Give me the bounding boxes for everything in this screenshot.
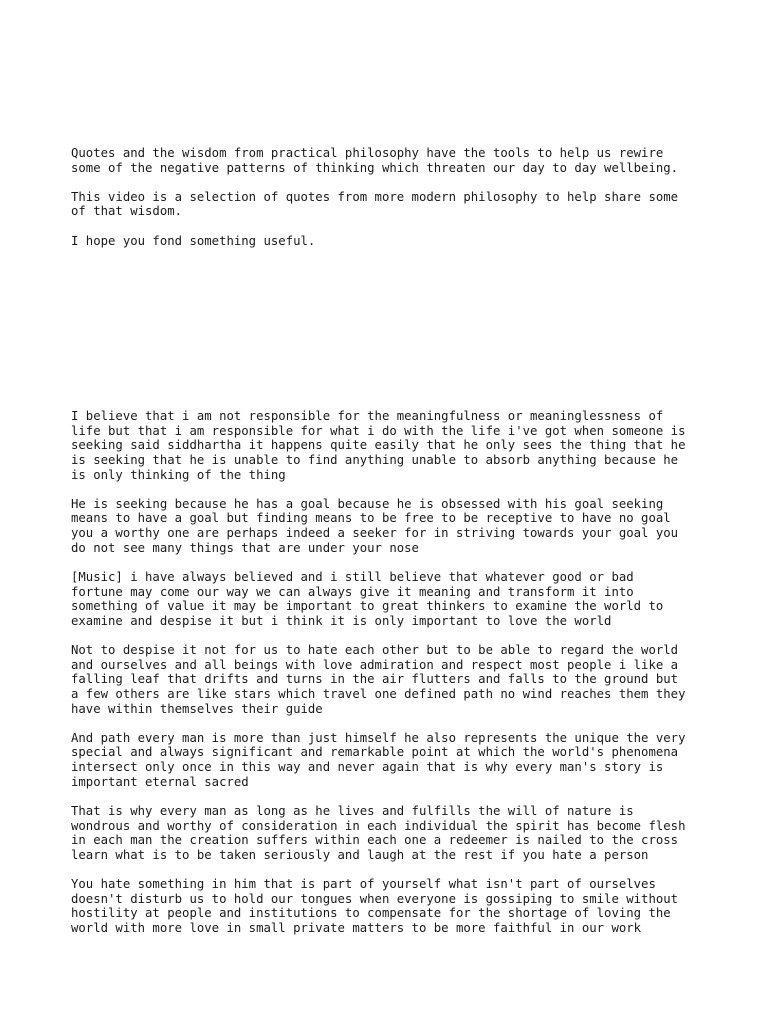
text-line: intersect only once in this way and never again that is why every man's story is [71,760,664,775]
text-line: [Music] i have always believed and i still believe that whatever good or bad [71,569,634,584]
text-line: some of the negative patterns of thinking which threaten our day to day wellbeing. [71,160,679,175]
text-line: special and always significant and remarkable point at which the world's phenomena [71,745,679,760]
text-line: Not to despise it not for us to hate each other but to be able to regard the world [71,643,679,658]
text-line: you a worthy one are perhaps indeed a seeker for in striving towards your goal you [71,526,679,541]
transcript-paragraph [71,731,711,790]
text-line: world with more love in small private matters to be more faithful in our work [71,921,642,936]
paragraph-gap [71,555,711,570]
transcript-paragraph [71,643,711,716]
text-line: And path every man is more than just himself he also represents the unique the very [71,730,686,745]
paragraph-gap [71,716,711,731]
text-line: examine and despise it but i think it is only important to love the world [71,613,612,628]
text-line: seeking said siddhartha it happens quite easily that he only sees the thing that he [71,438,686,453]
text-line: He is seeking because he has a goal because he is obsessed with his goal seeking [71,496,664,511]
text-line: fortune may come our way we can always give it meaning and transform it into [71,584,634,599]
text-line: of that wisdom. [71,204,183,219]
text-line: is only thinking of the thing [71,467,286,482]
text-line: hostility at people and institutions to compensate for the shortage of loving the [71,906,671,921]
intro-section [71,146,711,248]
transcript-paragraph [71,409,711,482]
paragraph-gap [71,175,711,190]
transcript-section [71,409,711,936]
text-line: and ourselves and all beings with love admiration and respect most people i like a [71,657,679,672]
text-line: wondrous and worthy of consideration in each individual the spirit has become flesh [71,818,686,833]
text-line: in each man the creation suffers within each one a redeemer is nailed to the cross [71,833,679,848]
text-line: a few others are like stars which travel one defined path no wind reaches them they [71,687,686,701]
text-line: do not see many things that are under your nose [71,540,419,555]
text-line: is seeking that he is unable to find anything unable to absorb anything because he [71,452,679,467]
text-line: doesn't disturb us to hold our tongues when everyone is gossiping to smile without [71,891,679,906]
text-line: important eternal sacred [71,774,249,789]
text-line: life but that i am responsible for what i do with the life i've got when someone is [71,423,686,438]
text-line: falling leaf that drifts and turns in the air flutters and falls to the ground but [71,672,679,687]
paragraph-gap [71,863,711,878]
transcript-paragraph [71,570,711,629]
text-line: Quotes and the wisdom from practical philosophy have the tools to help us rewire [71,146,664,160]
paragraph-gap [71,629,711,644]
text-line: means to have a goal but finding means to be free to be receptive to have no goal [71,511,671,526]
text-line: something of value it may be important to great thinkers to examine the world to [71,599,664,614]
paragraph-gap [71,482,711,497]
text-line: That is why every man as long as he lives and fulfills the will of nature is [71,803,634,818]
text-line: You hate something in him that is part of yourself what isn't part of ourselves [71,877,656,892]
text-line: This video is a selection of quotes from more modern philosophy to help share some [71,189,679,204]
transcript-paragraph [71,877,711,936]
text-line: I believe that i am not responsible for the meaningfulness or meaninglessness of [71,409,664,423]
text-line: I hope you fond something useful. [71,233,316,248]
paragraph-gap [71,789,711,804]
transcript-paragraph [71,497,711,556]
transcript-paragraph [71,804,711,863]
paragraph-gap [71,219,711,234]
text-line: have within themselves their guide [71,701,323,716]
intro-paragraph [71,146,711,175]
text-line: learn what is to be taken seriously and laugh at the rest if you hate a person [71,847,649,862]
intro-paragraph [71,190,711,219]
intro-paragraph [71,234,711,249]
